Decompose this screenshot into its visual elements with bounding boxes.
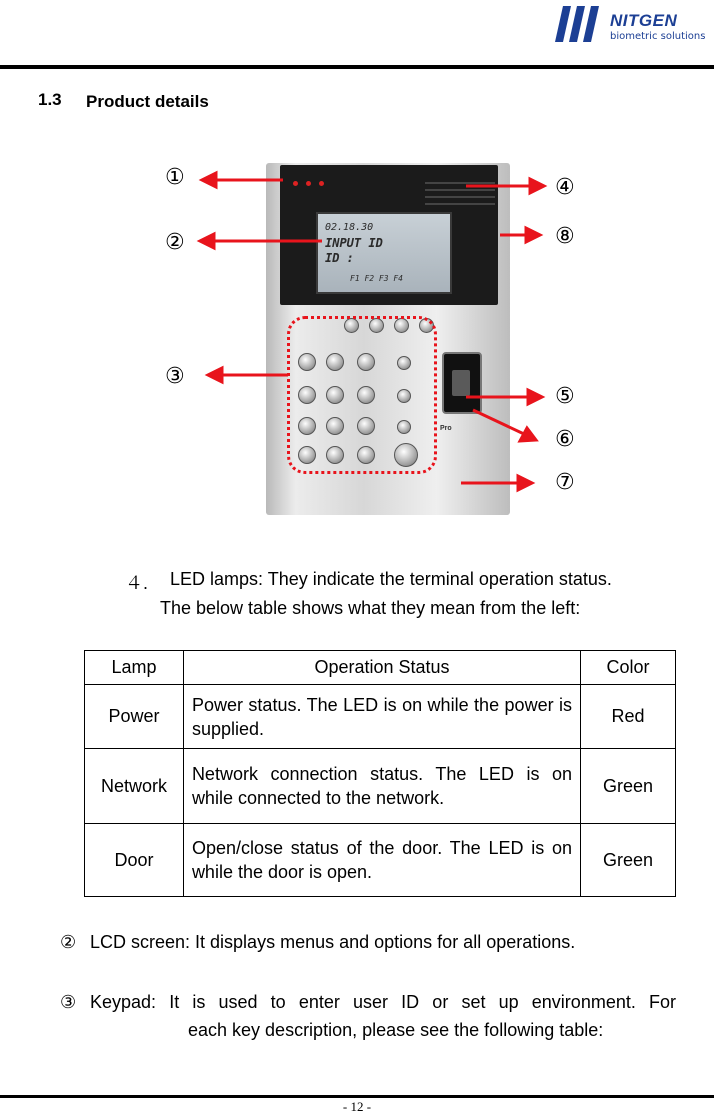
section-title: Product details — [86, 92, 209, 111]
color-cell: Red — [581, 685, 676, 749]
footer-rule — [0, 1095, 714, 1098]
status-cell: Power status. The LED is on while the power is supplied. — [183, 685, 580, 749]
item-4-line-1: LED lamps: They indicate the terminal operation status. — [170, 569, 612, 589]
led-lamp-table — [84, 650, 676, 897]
section-number: 1.3 — [38, 90, 62, 109]
callout-8-label: ⑧ — [555, 224, 575, 249]
table-row — [85, 824, 676, 897]
callout-2-label: ② — [165, 230, 185, 255]
column-header-status: Operation Status — [183, 651, 580, 685]
brand-name: NITGEN — [610, 11, 678, 30]
lamp-cell: Power — [85, 685, 184, 749]
lcd-line: F1 F2 F3 F4 — [350, 274, 403, 283]
lamp-cell: Door — [85, 824, 184, 897]
lcd-line: 02.18.30 — [325, 222, 374, 233]
brand-tagline: biometric solutions — [610, 31, 706, 42]
callout-5-label: ⑤ — [555, 384, 575, 409]
status-cell: Open/close status of the door. The LED is on while the door is open. — [183, 824, 580, 897]
item-3-marker: ③ — [60, 992, 77, 1012]
column-header-color: Color — [581, 651, 676, 685]
item-2-text: LCD screen: It displays menus and options for all operations. — [90, 932, 576, 952]
item-3-line-1: Keypad: It is used to enter user ID or set up environment. For — [90, 992, 676, 1012]
color-cell: Green — [581, 824, 676, 897]
lcd-line: ID : — [325, 251, 354, 265]
lamp-cell: Network — [85, 749, 184, 824]
status-cell: Network connection status. The LED is on while connected to the network. — [183, 749, 580, 824]
table-row — [85, 749, 676, 824]
color-cell: Green — [581, 749, 676, 824]
callout-arrows — [0, 0, 714, 520]
lcd-line: INPUT ID — [325, 236, 383, 250]
callout-4-label: ④ — [555, 175, 575, 200]
item-2-marker: ② — [60, 932, 77, 952]
column-header-lamp: Lamp — [85, 651, 184, 685]
table-row — [85, 685, 676, 749]
item-4-marker: ４. — [125, 573, 149, 593]
table-header-row — [85, 651, 676, 685]
device-model-mark: Pro — [440, 425, 452, 432]
item-3-line-2: each key description, please see the following table: — [188, 1020, 604, 1040]
callout-7-label: ⑦ — [555, 470, 575, 495]
item-4-line-2: The below table shows what they mean from the left: — [160, 598, 581, 618]
page-number: - 12 - — [342, 1099, 372, 1114]
callout-1-label: ① — [165, 165, 185, 190]
callout-3-label: ③ — [165, 364, 185, 389]
callout-6-label: ⑥ — [555, 427, 575, 452]
